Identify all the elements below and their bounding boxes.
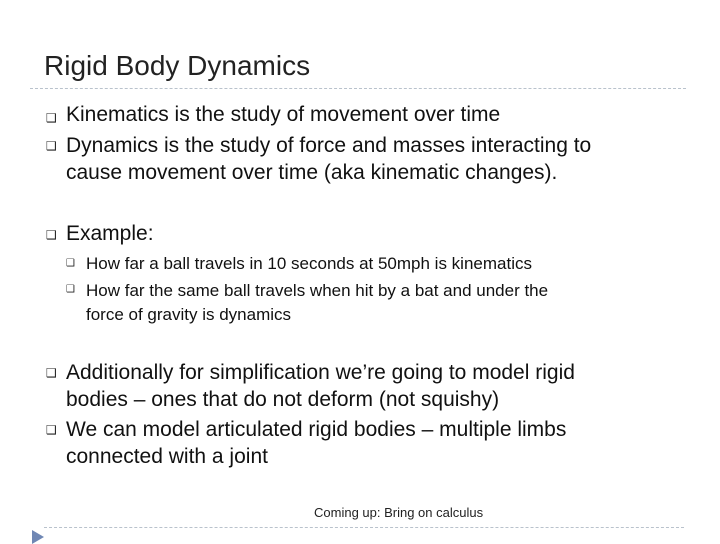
bullet-dynamics <box>66 132 591 186</box>
bullet-text-continued: cause movement over time (aka kinematic changes). <box>66 161 558 184</box>
square-bullet-icon: ❑ <box>66 284 75 295</box>
footer-text: Coming up: Bring on calculus <box>314 505 484 520</box>
title-divider <box>30 88 686 89</box>
bullet-text-continued: bodies – ones that do not deform (not squishy) <box>66 388 500 411</box>
bullet-text: Kinematics is the study of movement over time <box>66 103 501 126</box>
sub-bullet-dynamics-example <box>86 279 548 327</box>
slide-title: Rigid Body Dynamics <box>44 50 311 81</box>
triangle-arrow-icon <box>32 530 44 544</box>
sub-bullet-text: How far a ball travels in 10 seconds at 50mph is kinematics <box>86 254 532 273</box>
square-bullet-icon: ❑ <box>46 366 57 380</box>
square-bullet-icon: ❑ <box>46 423 57 437</box>
bullet-text: Dynamics is the study of force and masses interacting to <box>66 134 592 157</box>
bullet-rigid-bodies <box>66 359 575 413</box>
bullet-text: Example: <box>66 222 154 245</box>
sub-bullet-text-continued: force of gravity is dynamics <box>86 305 292 324</box>
sub-bullet-text: How far the same ball travels when hit by a bat and under the <box>86 281 549 300</box>
bullet-text: We can model articulated rigid bodies – multiple limbs <box>66 418 567 441</box>
bullet-articulated-bodies <box>66 416 566 470</box>
sub-bullet-kinematics-example <box>86 252 532 276</box>
square-bullet-icon: ❑ <box>66 258 75 269</box>
footer-divider <box>44 527 684 528</box>
square-bullet-icon: ❑ <box>46 228 57 242</box>
bullet-text: Additionally for simplification we’re going to model rigid <box>66 361 575 384</box>
square-bullet-icon: ❑ <box>46 111 57 125</box>
bullet-example <box>66 220 154 247</box>
bullet-text-continued: connected with a joint <box>66 445 268 468</box>
bullet-kinematics <box>66 101 500 128</box>
square-bullet-icon: ❑ <box>46 139 57 153</box>
